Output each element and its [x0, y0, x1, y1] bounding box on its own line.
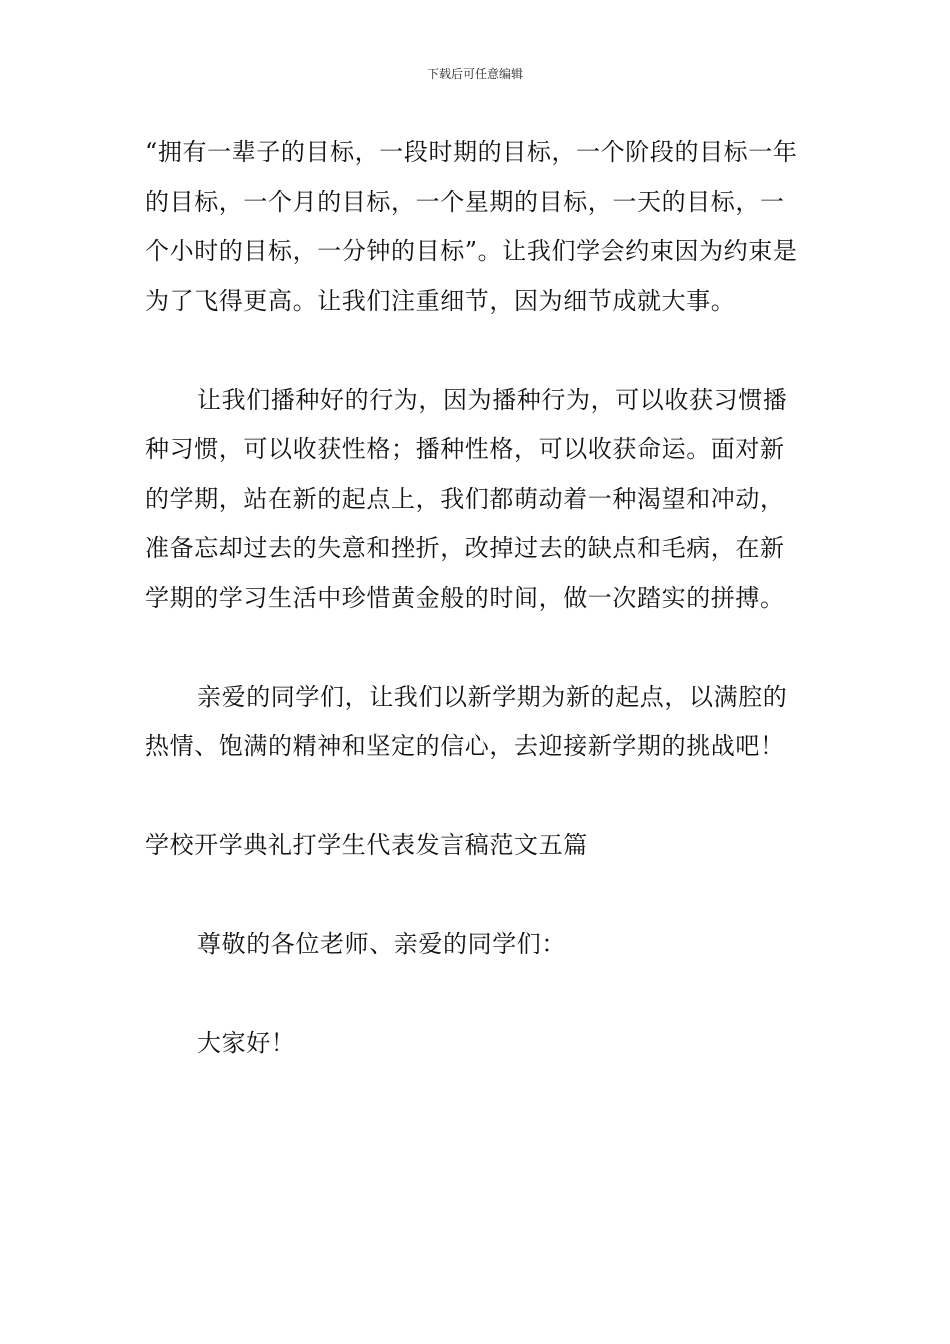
paragraph-goals: “拥有一辈子的目标，一段时期的目标，一个阶段的目标一年的目标，一个月的目标，一个星期的目标，一天的目标，一个小时的目标，一分钟的目标”。让我们学会约束因为约束是为了飞得更高。让我们注重细节，因为细节成就大事。 [145, 138, 798, 315]
salutation: 尊敬的各位老师、亲爱的同学们： [197, 930, 566, 958]
paragraph-habits: 让我们播种好的行为，因为播种行为，可以收获习惯播种习惯，可以收获性格；播种性格，可以收获命运。面对新的学期，站在新的起点上，我们都萌动着一种渴望和冲动，准备忘却过去的失意和挫折，改掉过去的缺点和毛病，在新学期的学习生活中珍惜黄金般的时间，做一次踏实的拼搏。 [145, 385, 788, 612]
greeting: 大家好！ [197, 1029, 296, 1057]
document-body [145, 128, 809, 1069]
section-title: 学校开学典礼打学生代表发言稿范文五篇 [145, 831, 588, 859]
paragraph-call-to-action: 亲爱的同学们，让我们以新学期为新的起点，以满腔的热情、饱满的精神和坚定的信心，去迎接新学期的挑战吧！ [145, 682, 788, 760]
page-header: 下载后可任意编辑 [426, 67, 523, 81]
